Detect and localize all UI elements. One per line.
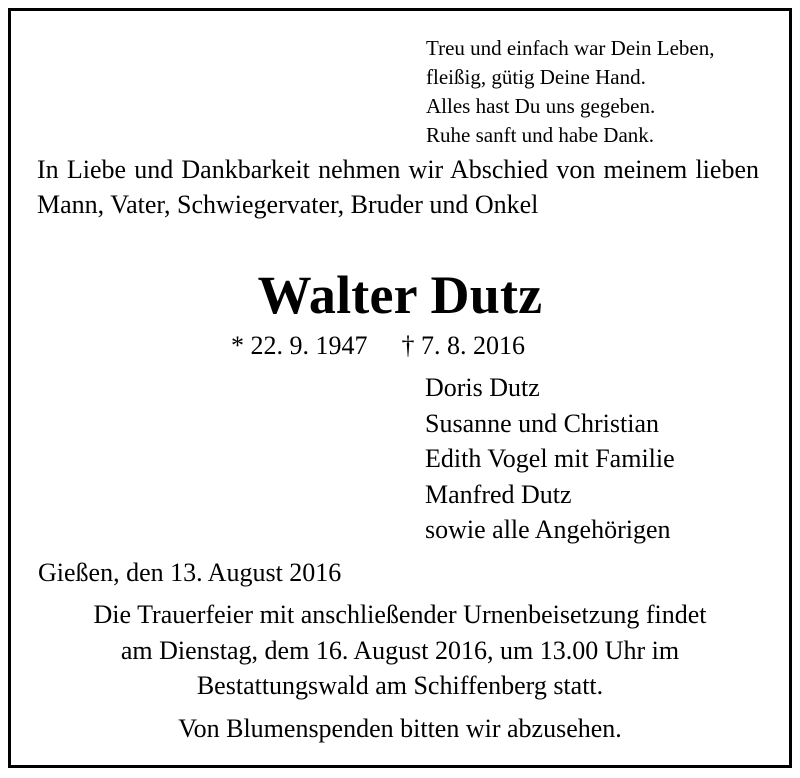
verse-line: Ruhe sanft und habe Dank. [426, 123, 655, 147]
death-date: † 7. 8. 2016 [401, 331, 525, 360]
mourner-entry: Susanne und Christian [425, 408, 659, 438]
mourner-entry: sowie alle Angehörigen [425, 515, 671, 544]
flowers-note: Von Blumenspenden bitten wir abzusehen. [178, 714, 622, 743]
verse-line: Alles hast Du uns gegeben. [426, 94, 656, 118]
verse-line: fleißig, gütig Deine Hand. [426, 65, 646, 89]
farewell-intro: In Liebe und Dankbarkeit nehmen wir Abschied von meinem lieben Mann, Vater, Schwiegervater, Bruder und Onkel [37, 155, 759, 219]
memorial-verse [426, 34, 714, 150]
mourner-entry: Doris Dutz [425, 373, 540, 402]
place-and-date: Gießen, den 13. August 2016 [38, 558, 342, 587]
deceased-name: Walter Dutz [257, 265, 543, 325]
verse-line: Treu und einfach war Dein Leben, [426, 36, 715, 60]
life-dates [231, 328, 525, 364]
birth-date: * 22. 9. 1947 [231, 331, 368, 360]
funeral-line: Bestattungswald am Schiffenberg statt. [196, 671, 604, 700]
funeral-line: am Dienstag, dem 16. August 2016, um 13.00 Uhr im [120, 635, 680, 665]
mourner-entry: Manfred Dutz [425, 479, 572, 509]
funeral-line: Die Trauerfeier mit anschließender Urnenbeisetzung findet [93, 600, 707, 629]
mourners-list [425, 370, 675, 548]
mourner-entry: Edith Vogel mit Familie [425, 444, 675, 473]
funeral-notice [24, 597, 776, 704]
